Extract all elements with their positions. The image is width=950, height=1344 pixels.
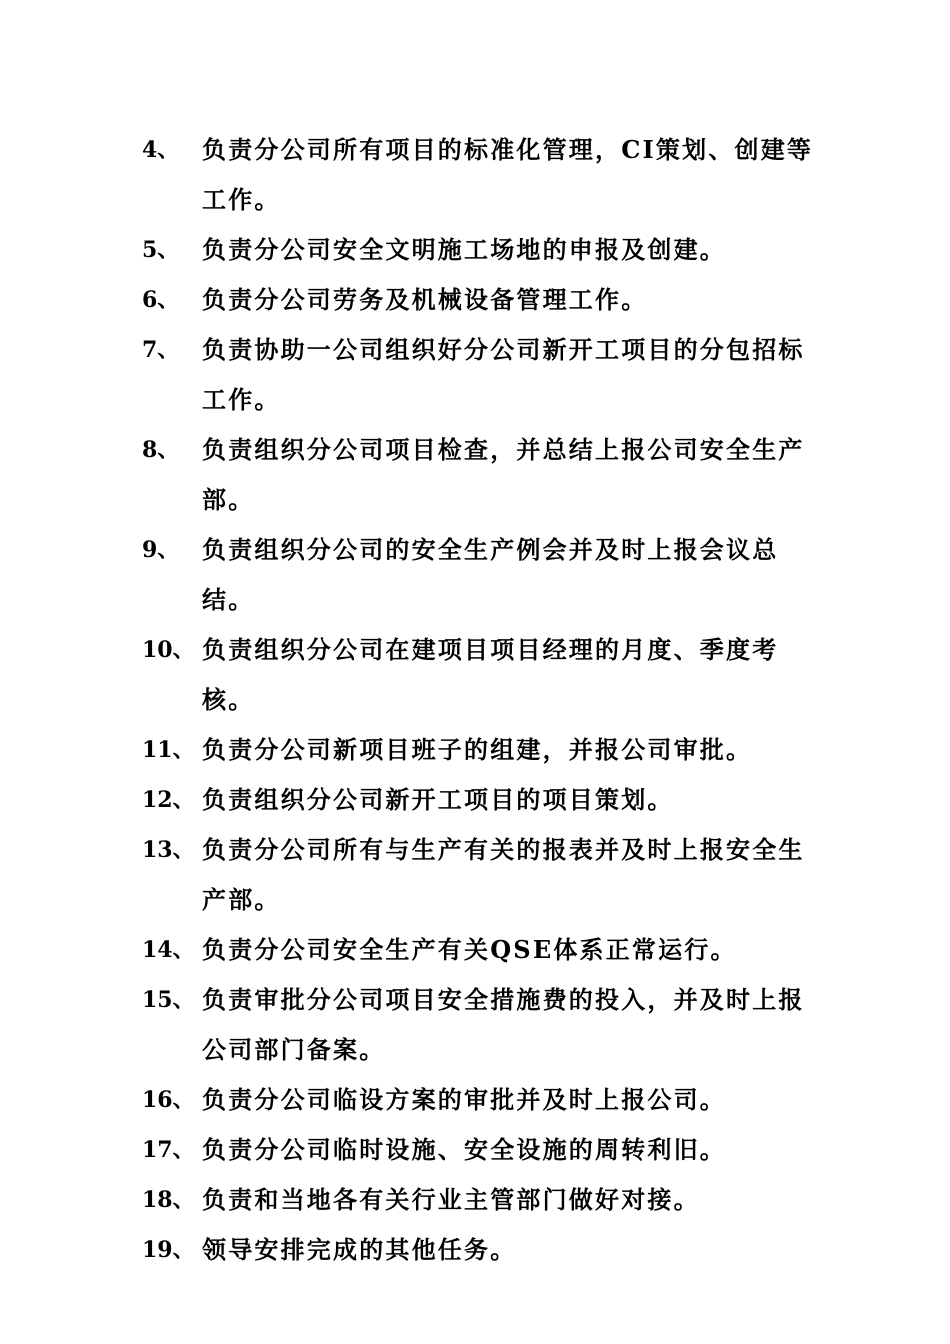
item-number: 7、: [142, 337, 180, 363]
item-text: 负责分公司新项目班子的组建，并报公司审批。: [202, 735, 753, 764]
item-number: 12、: [142, 787, 195, 813]
list-item: [142, 525, 822, 625]
list-item: [142, 1125, 822, 1175]
item-number: 10、: [142, 637, 195, 663]
list-item: [142, 625, 822, 725]
list-item: [142, 975, 822, 1075]
item-text: 负责分公司所有项目的标准化管理，CI策划、创建等工作。: [202, 135, 814, 214]
list-item: [142, 775, 822, 825]
list-item: [142, 825, 822, 925]
item-number: 14、: [142, 937, 195, 963]
item-text: 领导安排完成的其他任务。: [202, 1235, 517, 1264]
list-item: [142, 1225, 822, 1275]
list-item: [142, 1175, 822, 1225]
item-number: 16、: [142, 1087, 195, 1113]
item-text: 负责审批分公司项目安全措施费的投入，并及时上报公司部门备案。: [202, 985, 805, 1064]
item-number: 18、: [142, 1187, 195, 1213]
item-text: 负责分公司安全文明施工场地的申报及创建。: [202, 235, 726, 264]
item-text: 负责组织分公司项目检查，并总结上报公司安全生产部。: [202, 435, 805, 514]
item-text: 负责和当地各有关行业主管部门做好对接。: [202, 1185, 700, 1214]
item-number: 6、: [142, 287, 180, 313]
list-item: [142, 325, 822, 425]
item-text: 负责组织分公司在建项目项目经理的月度、季度考核。: [202, 635, 779, 714]
item-number: 17、: [142, 1137, 195, 1163]
item-text: 负责组织分公司的安全生产例会并及时上报会议总结。: [202, 535, 779, 614]
item-text: 负责分公司临时设施、安全设施的周转利旧。: [202, 1135, 726, 1164]
item-text: 负责分公司劳务及机械设备管理工作。: [202, 285, 648, 314]
item-number: 19、: [142, 1237, 195, 1263]
item-text: 负责分公司所有与生产有关的报表并及时上报安全生产部。: [202, 835, 805, 914]
item-number: 13、: [142, 837, 195, 863]
item-number: 15、: [142, 987, 195, 1013]
responsibility-list: [142, 125, 822, 1275]
list-item: [142, 225, 822, 275]
list-item: [142, 925, 822, 975]
item-number: 8、: [142, 437, 180, 463]
item-number: 5、: [142, 237, 180, 263]
item-text: 负责组织分公司新开工项目的项目策划。: [202, 785, 674, 814]
list-item: [142, 275, 822, 325]
list-item: [142, 425, 822, 525]
list-item: [142, 125, 822, 225]
item-number: 9、: [142, 537, 180, 563]
item-number: 4、: [142, 137, 180, 163]
item-number: 11、: [142, 737, 195, 763]
item-text: 负责分公司临设方案的审批并及时上报公司。: [202, 1085, 726, 1114]
list-item: [142, 1075, 822, 1125]
item-text: 负责分公司安全生产有关QSE体系正常运行。: [202, 935, 737, 964]
item-text: 负责协助一公司组织好分公司新开工项目的分包招标工作。: [202, 335, 805, 414]
list-item: [142, 725, 822, 775]
